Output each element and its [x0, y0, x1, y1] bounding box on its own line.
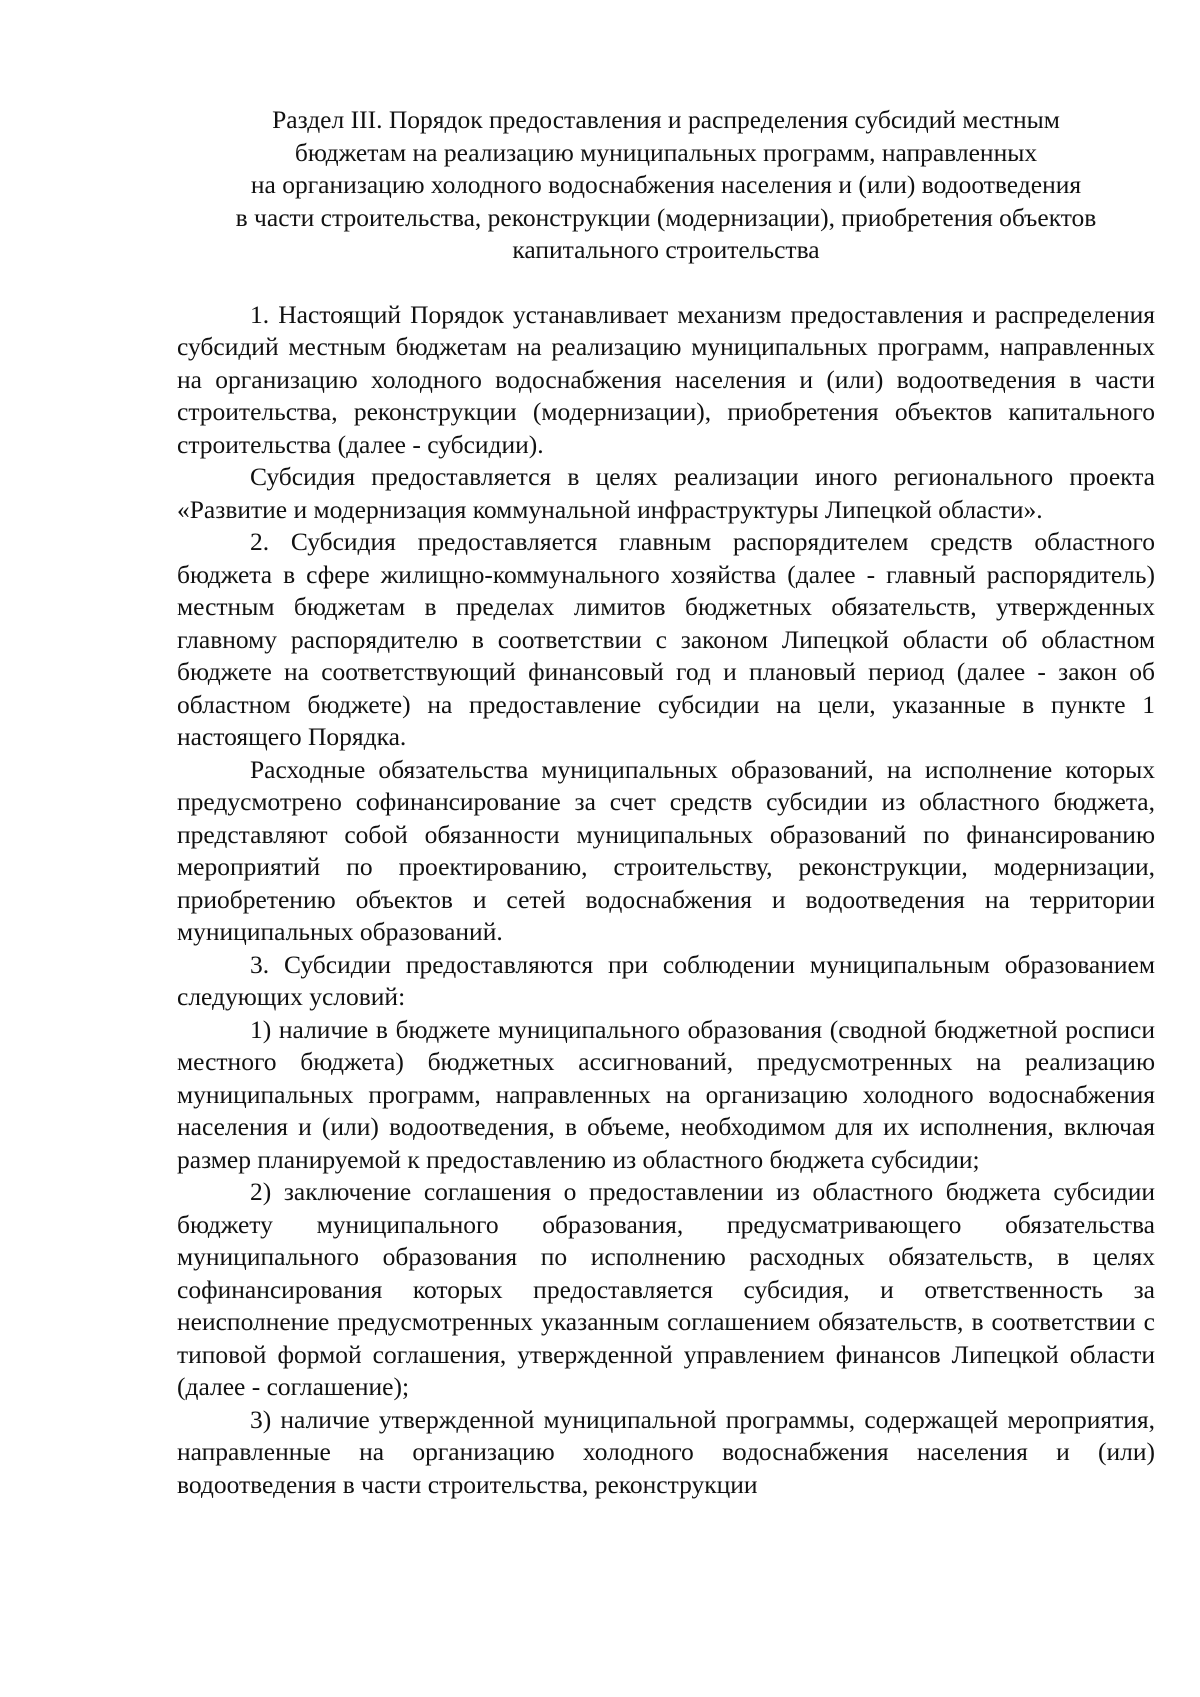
- section-title-line: Раздел III. Порядок предоставления и распределения субсидий местным: [272, 105, 1060, 134]
- paragraph-expense-obligations: Расходные обязательства муниципальных образований, на исполнение которых предусмотрено софинансирование за счет средств субсидии из областного бюджета, представляют собой обязанности муниципальных образований по финансированию мероприятий по проектированию, строительству, реконструкции, модернизации, приобретению объектов и сетей водоснабжения и водоотведения на территории муниципальных образований.: [177, 754, 1155, 946]
- section-title: [177, 104, 1155, 267]
- section-title-line: в части строительства, реконструкции (модернизации), приобретения объектов: [235, 202, 1097, 232]
- paragraph-item-3: 3. Субсидии предоставляются при соблюдении муниципальным образованием следующих условий:: [177, 949, 1155, 1011]
- section-title-line: капитального строительства: [512, 235, 820, 264]
- paragraph-item-2: 2. Субсидия предоставляется главным распорядителем средств областного бюджета в сфере жилищно-коммунального хозяйства (далее - главный распорядитель) местным бюджетам в пределах лимитов бюджетных обязательств, утвержденных главному распорядителю в соответствии с законом Липецкой области об областном бюджете на соответствующий финансовый год и плановый период (далее - закон об областном бюджете) на предоставление субсидии на цели, указанные в пункте 1 настоящего Порядка.: [177, 527, 1155, 751]
- section-title-line: на организацию холодного водоснабжения населения и (или) водоотведения: [250, 170, 1082, 199]
- paragraph-condition-3: 3) наличие утвержденной муниципальной программы, содержащей мероприятия, направленные на организацию холодного водоснабжения населения и (или) водоотведения в части строительства, реконструкции: [177, 1404, 1155, 1499]
- paragraph-condition-2: 2) заключение соглашения о предоставлении из областного бюджета субсидии бюджету муниципального образования, предусматривающего обязательства муниципального образования по исполнению расходных обязательств, в целях софинансирования которых предоставляется субсидия, и ответственность за неисполнение предусмотренных указанным соглашением обязательств, в соответствии с типовой формой соглашения, утвержденной управлением финансов Липецкой области (далее - соглашение);: [177, 1177, 1155, 1401]
- section-title-line: бюджетам на реализацию муниципальных программ, направленных: [294, 137, 1038, 167]
- body-text: [177, 299, 1155, 1502]
- paragraph-condition-1: 1) наличие в бюджете муниципального образования (сводной бюджетной росписи местного бюджета) бюджетных ассигнований, предусмотренных на реализацию муниципальных программ, направленных на организацию холодного водоснабжения населения и (или) водоотведения, в объеме, необходимом для их исполнения, включая размер планируемой к предоставлению из областного бюджета субсидии;: [177, 1014, 1155, 1174]
- document-page: [177, 104, 1155, 1501]
- paragraph-subsidy-purpose: Субсидия предоставляется в целях реализации иного регионального проекта «Развитие и модернизация коммунальной инфраструктуры Липецкой области».: [177, 462, 1155, 524]
- paragraph-item-1: 1. Настоящий Порядок устанавливает механизм предоставления и распределения субсидий местным бюджетам на реализацию муниципальных программ, направленных на организацию холодного водоснабжения населения и (или) водоотведения в части строительства, реконструкции (модернизации), приобретения объектов капитального строительства (далее - субсидии).: [177, 299, 1155, 459]
